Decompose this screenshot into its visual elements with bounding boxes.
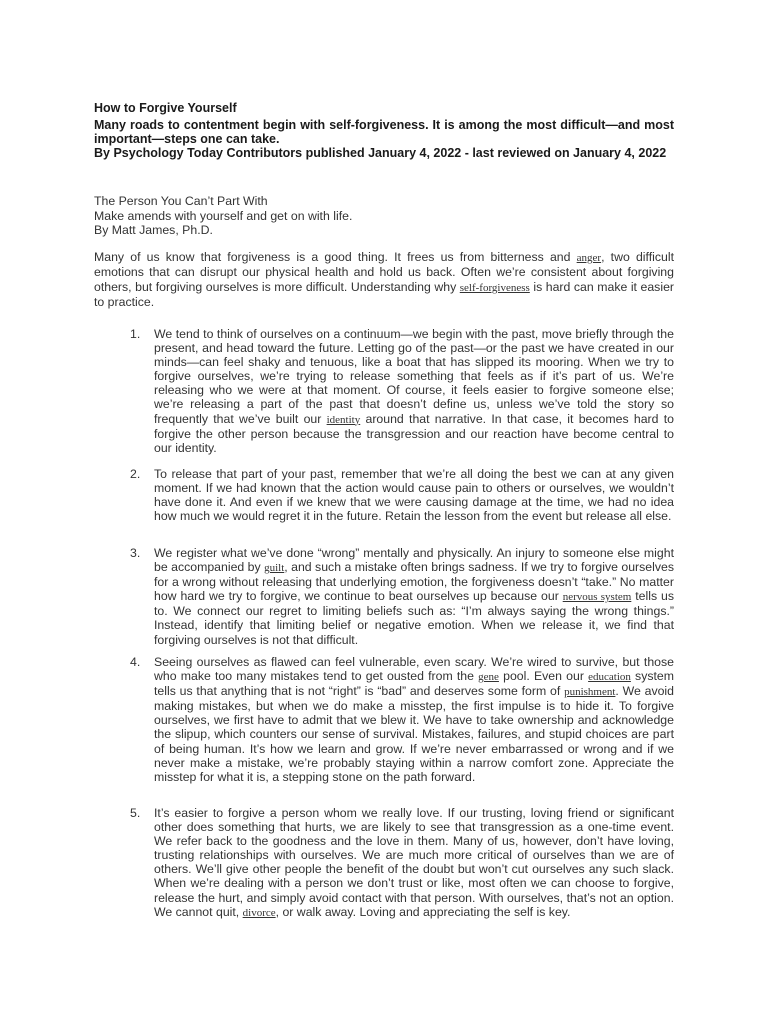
link-education[interactable]: education — [588, 671, 631, 684]
list-item-text — [154, 327, 674, 455]
link-guilt[interactable]: guilt — [264, 562, 285, 575]
section-title: The Person You Can’t Part With — [94, 194, 268, 208]
item-text: system tells us that anything that is not “right” is “bad” and deserves some form of — [154, 669, 674, 699]
item-text: To release that part of your past, remember that we’re all doing the best we can at any given moment. If we had known that the action would cause pain to others or ourselves, we wouldn’t have done it. And even if we knew that we were causing damage at the time, we had no idea how much we would regret it in the future. Retain the lesson from the event but release all else. — [154, 467, 674, 524]
list-item — [94, 655, 674, 784]
item-text: , and such a mistake often brings sadness. If we try to forgive ourselves for a wrong without releasing that underlying emotion, the forgiveness doesn’t “take.” No matter how hard we try to forgive, we continue to beat ourselves up because our — [154, 560, 674, 604]
list-number: 4. — [130, 655, 141, 669]
item-text: Seeing ourselves as flawed can feel vulnerable, even scary. We’re wired to survive, but those who make too many mistakes tend to get ousted from the — [154, 655, 674, 684]
intro-paragraph — [94, 250, 674, 309]
list-number: 5. — [130, 806, 141, 820]
item-text: . We avoid making mistakes, but when we do make a misstep, the first impulse is to hide it. To forgive ourselves, we first have to admit that we blew it. We have to take ownership and acknowledge the slipup, which counters our sense of survival. Mistakes, failures, and stupid choices are part of being human. It’s how we learn and grow. If we’re never embarrassed or wrong and if we never make a mistake, we’re probably staying within a narrow comfort zone. Appreciate the misstep for what it is, a stepping stone on the path forward. — [154, 684, 675, 784]
list-item — [94, 546, 674, 647]
item-text: , or walk away. Loving and appreciating the self is key. — [275, 904, 571, 919]
list-number: 2. — [130, 467, 141, 481]
link-nervous-system[interactable]: nervous system — [562, 591, 632, 604]
byline-block — [94, 194, 674, 238]
list-item — [94, 806, 674, 920]
intro-text: Many of us know that forgiveness is a good thing. It frees us from bitterness and — [94, 250, 577, 264]
publication-line: By Psychology Today Contributors published January 4, 2022 - last reviewed on January 4, 2022 — [94, 146, 667, 160]
article-title: How to Forgive Yourself — [94, 101, 237, 115]
link-punishment[interactable]: punishment — [564, 686, 616, 699]
list-item — [94, 327, 674, 455]
item-text: We tend to think of ourselves on a continuum—we begin with the past, move briefly through the present, and head toward the future. Letting go of the past—or the past we have created in our minds—can feel shaky and tenuous, like a boat that has slipped its mooring. When we try to forgive ourselves, we’re trying to release something that feels as if it’s part of us. We’re releasing who we were at that moment. Of course, it feels easier to forgive someone else; we’re releasing a part of the past that doesn’t define us, unless we’ve told the story so frequently that we’ve built our — [154, 327, 674, 426]
list-item-text — [154, 655, 674, 784]
list-item-text — [154, 546, 674, 647]
intro-text: is hard can make it easier to practice. — [94, 279, 674, 309]
link-identity[interactable]: identity — [326, 413, 361, 426]
author-line: By Matt James, Ph.D. — [94, 223, 213, 237]
list-item — [94, 467, 674, 523]
section-subtitle: Make amends with yourself and get on with life. — [94, 208, 353, 223]
item-text: tells us to. We connect our regret to limiting beliefs such as: “I’m always saying the wrong things.” Instead, identify that limiting belief or negative emotion. When we release it, we find that forgiving ourselves is not that difficult. — [154, 589, 674, 647]
list-item-text — [154, 806, 674, 920]
link-divorce[interactable]: divorce — [242, 906, 276, 919]
list-number: 3. — [130, 546, 141, 560]
link-self-forgiveness[interactable]: self-forgiveness — [459, 281, 530, 294]
link-anger[interactable]: anger — [576, 252, 602, 264]
item-text: It’s easier to forgive a person whom we really love. If our trusting, loving friend or significant other does something that hurts, we are likely to see that transgression as a one-time event. We refer back to the goodness and the love in them. Many of us, however, don’t have loving, trusting relationships with ourselves. We are much more critical of ourselves than we are of others. We’ll give other people the benefit of the doubt but won’t cut ourselves any such slack. When we’re dealing with a person we don’t trust or like, most often we can choose to forgive, release the hurt, and simply avoid contact with that person. With ourselves, that’s not an option. We cannot quit, — [154, 806, 674, 919]
list-item-text — [154, 467, 674, 523]
item-text: around that narrative. In that case, it becomes hard to forgive the other person because the transgression and our reaction have become central to our identity. — [154, 411, 674, 455]
link-gene[interactable]: gene — [478, 671, 499, 684]
article-subtitle: Many roads to contentment begin with self-forgiveness. It is among the most difficult—and most important—steps one can take. — [94, 118, 674, 146]
intro-text: , two difficult emotions that can disrupt our physical health and hold us back. Often we’re consistent about forgiving others, but forgiving ourselves is more difficult. Understanding why — [94, 250, 674, 294]
article-header — [94, 100, 674, 160]
item-text: pool. Even our — [498, 669, 589, 684]
list-number: 1. — [130, 327, 141, 341]
item-text: We register what we’ve done “wrong” mentally and physically. An injury to someone else might be accompanied by — [154, 546, 674, 575]
